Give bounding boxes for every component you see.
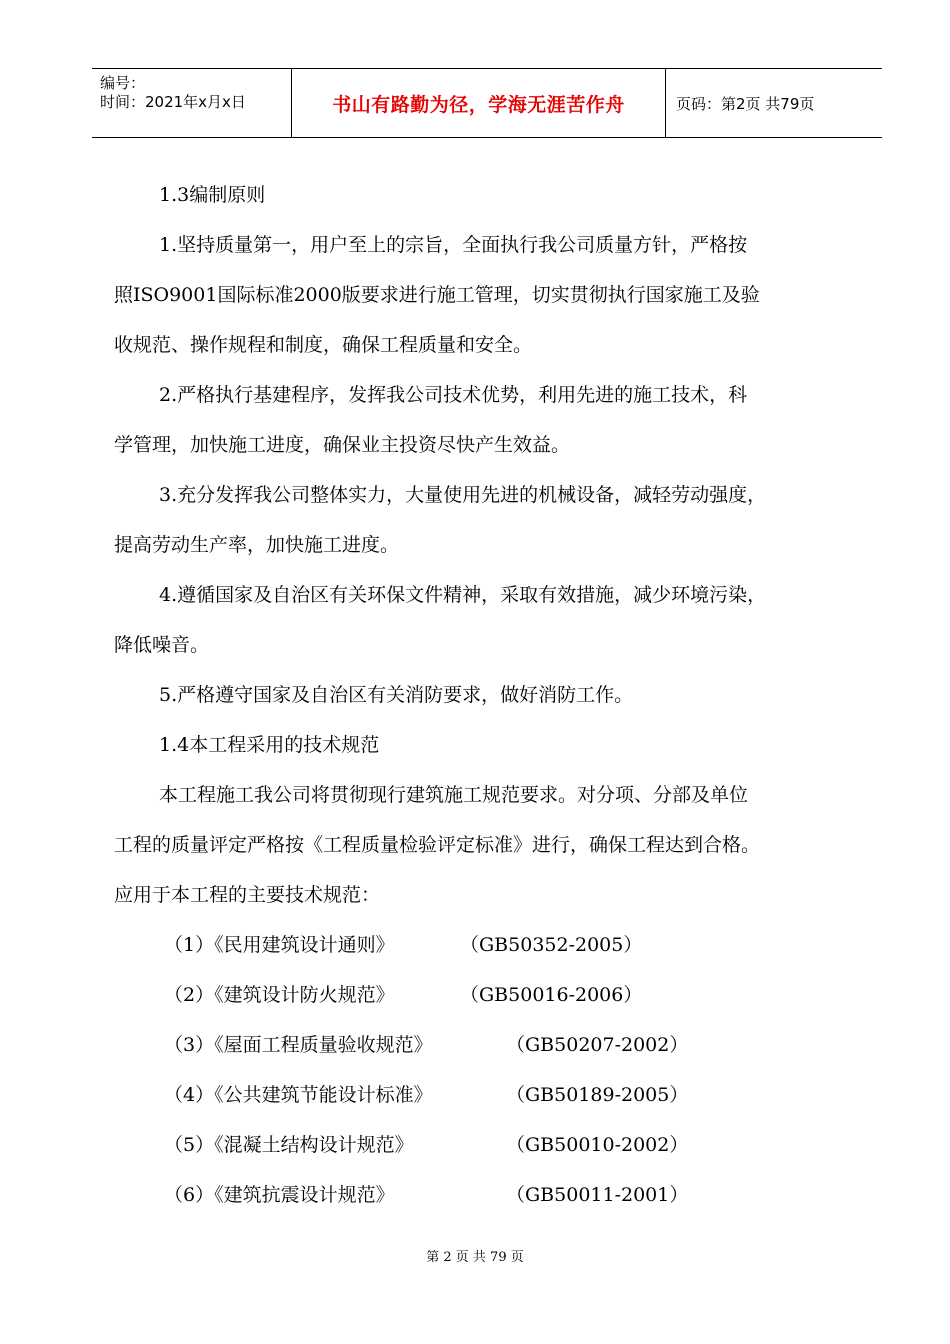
- header-meta-cell: [92, 69, 292, 137]
- spec-item: [114, 1120, 884, 1170]
- paragraph-line: 1.4本工程采用的技术规范: [159, 734, 380, 756]
- spec-name: （5）《混凝土结构设计规范》: [164, 1134, 414, 1156]
- page-header: [92, 68, 882, 138]
- spec-name: （4）《公共建筑节能设计标准》: [164, 1084, 433, 1106]
- paragraph-line: 工程的质量评定严格按《工程质量检验评定标准》进行，确保工程达到合格。: [114, 834, 761, 856]
- paragraph-line: 2.严格执行基建程序，发挥我公司技术优势，利用先进的施工技术，科: [159, 384, 748, 406]
- paragraph-line: 收规范、操作规程和制度，确保工程质量和安全。: [114, 334, 533, 356]
- paragraph-line: 1.3编制原则: [159, 184, 266, 206]
- spec-code: （GB50189-2005）: [506, 1084, 689, 1106]
- document-number-label: 编号：: [100, 74, 146, 92]
- spec-code: （GB50010-2002）: [506, 1134, 689, 1156]
- spec-code: （GB50016-2006）: [460, 984, 643, 1006]
- spec-item: [114, 1020, 884, 1070]
- paragraph-line: 5.严格遵守国家及自治区有关消防要求，做好消防工作。: [159, 684, 634, 706]
- paragraph-line: 提高劳动生产率，加快施工进度。: [114, 534, 400, 556]
- paragraph-list: [114, 170, 884, 920]
- spec-name: （3）《屋面工程质量验收规范》: [164, 1034, 433, 1056]
- paragraph-line: 降低噪音。: [114, 634, 210, 656]
- header-page-info: 页码：第2页 共79页: [676, 94, 815, 113]
- spec-list: [114, 920, 884, 1220]
- spec-code: （GB50207-2002）: [506, 1034, 689, 1056]
- spec-item: [114, 920, 884, 970]
- spec-code: （GB50011-2001）: [506, 1184, 689, 1206]
- paragraph-line: 学管理，加快施工进度，确保业主投资尽快产生效益。: [114, 434, 571, 456]
- paragraph-line: 3.充分发挥我公司整体实力，大量使用先进的机械设备，减轻劳动强度，: [159, 484, 767, 506]
- paragraph-line: 应用于本工程的主要技术规范：: [114, 884, 381, 906]
- spec-name: （2）《建筑设计防火规范》: [164, 984, 395, 1006]
- paragraph-line: 本工程施工我公司将贯彻现行建筑施工规范要求。对分项、分部及单位: [159, 784, 749, 806]
- document-time-label: 时间：2021年x月x日: [100, 93, 246, 111]
- spec-item: [114, 970, 884, 1020]
- spec-item: [114, 1070, 884, 1120]
- page-footer: 第 2 页 共 79 页: [426, 1250, 524, 1265]
- spec-name: （1）《民用建筑设计通则》: [164, 934, 395, 956]
- paragraph-line: 1.坚持质量第一，用户至上的宗旨，全面执行我公司质量方针，严格按: [159, 234, 748, 256]
- paragraph-line: 4.遵循国家及自治区有关环保文件精神，采取有效措施，减少环境污染，: [159, 584, 767, 606]
- paragraph-line: 照ISO9001国际标准2000版要求进行施工管理，切实贯彻执行国家施工及验: [114, 284, 760, 306]
- header-motto: 书山有路勤为径，学海无涯苦作舟: [292, 69, 666, 137]
- spec-item: [114, 1170, 884, 1220]
- document-body: [114, 170, 884, 1220]
- spec-name: （6）《建筑抗震设计规范》: [164, 1184, 395, 1206]
- spec-code: （GB50352-2005）: [460, 934, 643, 956]
